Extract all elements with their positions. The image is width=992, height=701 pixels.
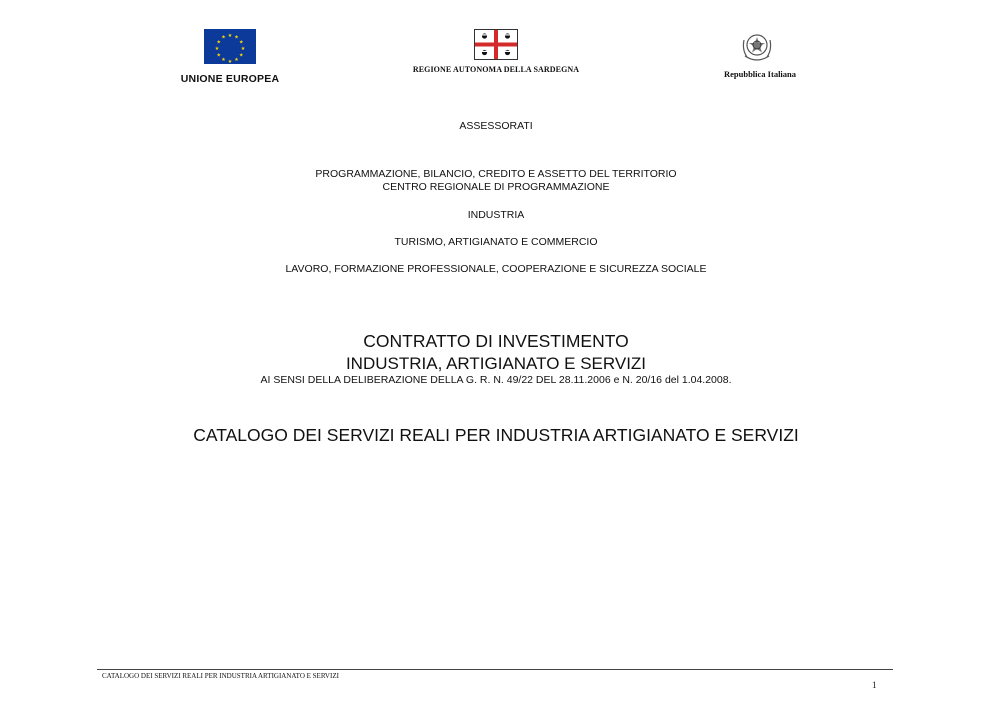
page-number: 1	[872, 680, 877, 690]
assessorato-industria: INDUSTRIA	[467, 209, 525, 221]
svg-text:★: ★	[216, 52, 222, 59]
italian-emblem-logo	[740, 30, 774, 64]
assessorato-programmazione: PROGRAMMAZIONE, BILANCIO, CREDITO E ASSETTO DEL TERRITORIO	[315, 168, 677, 180]
footer-divider	[97, 669, 893, 670]
svg-text:★: ★	[214, 46, 220, 52]
sardegna-label: REGIONE AUTONOMA DELLA SARDEGNA	[412, 65, 580, 74]
svg-text:★: ★	[227, 59, 233, 64]
svg-text:★: ★	[240, 46, 246, 52]
contract-subtitle-sectors: INDUSTRIA, ARTIGIANATO E SERVIZI	[345, 354, 647, 373]
svg-text:★: ★	[221, 57, 226, 64]
svg-text:★: ★	[234, 57, 239, 64]
assessorato-turismo: TURISMO, ARTIGIANATO E COMMERCIO	[394, 236, 598, 248]
assessorati-title: ASSESSORATI	[459, 120, 533, 132]
footer-text: CATALOGO DEI SERVIZI REALI PER INDUSTRIA ARTIGIANATO E SERVIZI	[102, 672, 339, 680]
repubblica-italiana-label: Repubblica Italiana	[723, 69, 797, 79]
eu-label: UNIONE EUROPEA	[180, 73, 280, 85]
svg-text:★: ★	[216, 39, 222, 46]
contract-legal-reference: AI SENSI DELLA DELIBERAZIONE DELLA G. R. N. 49/22 DEL 28.11.2006 e N. 20/16 del 1.04.2008.	[260, 374, 732, 386]
svg-text:★: ★	[234, 34, 239, 41]
assessorato-lavoro: LAVORO, FORMAZIONE PROFESSIONALE, COOPERAZIONE E SICUREZZA SOCIALE	[285, 263, 707, 275]
svg-text:★: ★	[238, 39, 244, 46]
catalog-title: CATALOGO DEI SERVIZI REALI PER INDUSTRIA ARTIGIANATO E SERVIZI	[193, 425, 799, 445]
svg-text:★: ★	[221, 34, 226, 41]
svg-text:★: ★	[227, 33, 233, 39]
contract-title: CONTRATTO DI INVESTIMENTO	[363, 331, 629, 351]
sardinia-flag-logo	[474, 29, 518, 60]
svg-text:★: ★	[238, 52, 244, 59]
eu-flag-logo	[204, 29, 256, 64]
centro-regionale: CENTRO REGIONALE DI PROGRAMMAZIONE	[382, 181, 610, 193]
